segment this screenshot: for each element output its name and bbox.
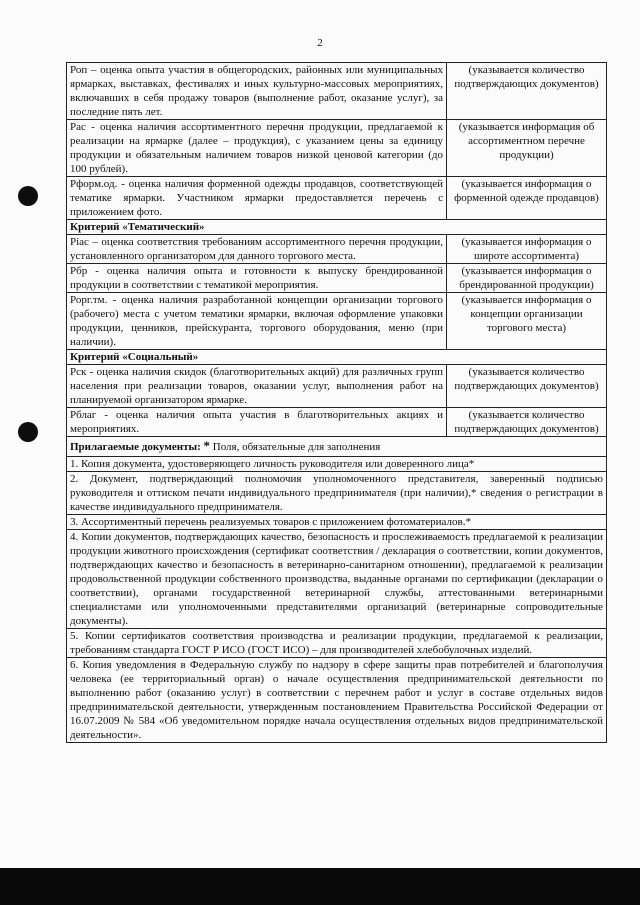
application-table	[66, 62, 607, 743]
criterion-text: Роп – оценка опыта участия в общегородских, районных или муниципальных ярмарках, выставках, фестивалях и иных культурно-массовых мероприятиях, включавших в себя продажу товаров (выполнение работ, оказание услуг), за последние пять лет.	[67, 63, 447, 120]
punch-hole	[18, 186, 38, 206]
social-heading: Критерий «Социальный»	[67, 350, 607, 365]
document-item	[67, 629, 607, 658]
criterion-note: (указывается информация о широте ассортимента)	[447, 235, 607, 264]
documents-heading-row	[67, 437, 607, 457]
criterion-text: Ріас – оценка соответствия требованиям ассортиментного перечня продукции, установленного организатором для данного торгового места.	[67, 235, 447, 264]
criterion-text: Рск - оценка наличия скидок (благотворительных акций) для различных групп населения при реализации товаров, оказании услуг, выполнения работ на планируемой организатором ярмарке.	[67, 365, 447, 408]
criterion-note: (указывается информация о концепции организации торгового места)	[447, 293, 607, 350]
criterion-row-rop	[67, 63, 607, 120]
criterion-row-rorg	[67, 293, 607, 350]
thematic-heading-row	[67, 220, 607, 235]
document-item	[67, 457, 607, 472]
criterion-row-rsk	[67, 365, 607, 408]
thematic-heading: Критерий «Тематический»	[67, 220, 607, 235]
criterion-note: (указывается информация о форменной одежде продавцов)	[447, 177, 607, 220]
criterion-row-rbr	[67, 264, 607, 293]
criterion-note: (указывается информация о брендированной продукции)	[447, 264, 607, 293]
criterion-text: Рорг.тм. - оценка наличия разработанной концепции организации торгового (рабочего) места с учетом тематики ярмарки, включая оформление упаковки продукции, ценников, прейскуранта, торгового оборудования, меню (при наличии).	[67, 293, 447, 350]
documents-heading-cell	[67, 437, 607, 457]
document-item-text: 5. Копии сертификатов соответствия производства и реализации продукции, предлагаемой к реализации, требованиям стандарта ГОСТ Р ИСО (ГОСТ ИСО) – для производителей хлебобулочных изделий.	[67, 629, 607, 658]
document-item	[67, 658, 607, 743]
scan-border	[0, 868, 640, 905]
document-item	[67, 530, 607, 629]
document-item	[67, 515, 607, 530]
document-item-text: 6. Копия уведомления в Федеральную службу по надзору в сфере защиты прав потребителей и благополучия человека (ее территориальный орган) о начале осуществления предпринимательской деятельности по выполнению работ (оказанию услуг) в соответствии с перечнем работ и услуг в составе отдельных видов предпринимательской деятельности, утвержденным постановлением Правительства Российской Федерации от 16.07.2009 № 584 «Об уведомительном порядке начала осуществления отдельных видов предпринимательской деятельности».	[67, 658, 607, 743]
criterion-text: Рбр - оценка наличия опыта и готовности к выпуску брендированной продукции в соответствии с тематикой мероприятия.	[67, 264, 447, 293]
criterion-text: Рблаг - оценка наличия опыта участия в благотворительных акциях и мероприятиях.	[67, 408, 447, 437]
document-item-text: 2. Документ, подтверждающий полномочия уполномоченного представителя, заверенный подписью руководителя и оттиском печати индивидуального предпринимателя (при наличии),* сведения о регистрации в качестве индивидуального предпринимателя.	[67, 472, 607, 515]
documents-heading: Прилагаемые документы:	[70, 441, 201, 453]
criterion-note: (указывается количество подтверждающих документов)	[447, 365, 607, 408]
social-heading-row	[67, 350, 607, 365]
document-item	[67, 472, 607, 515]
required-star: *	[203, 438, 210, 453]
criterion-text: Рас - оценка наличия ассортиментного перечня продукции, предлагаемой к реализации на ярмарке (далее – продукция), с указанием цены за единицу продукции и обязательным наличием товаров низкой ценовой категории (до 100 рублей).	[67, 120, 447, 177]
documents-subheading: Поля, обязательные для заполнения	[212, 441, 381, 453]
document-item-text: 3. Ассортиментный перечень реализуемых товаров с приложением фотоматериалов.*	[67, 515, 607, 530]
criterion-row-rform	[67, 177, 607, 220]
punch-hole	[18, 422, 38, 442]
criterion-text: Рформ.од. - оценка наличия форменной одежды продавцов, соответствующей тематике ярмарки. Участником ярмарки предоставляется перечень с приложением фото.	[67, 177, 447, 220]
criterion-note: (указывается количество подтверждающих документов)	[447, 63, 607, 120]
criterion-row-rblag	[67, 408, 607, 437]
criterion-row-rias	[67, 235, 607, 264]
criterion-note: (указывается количество подтверждающих документов)	[447, 408, 607, 437]
page-number: 2	[317, 37, 323, 49]
criterion-note: (указывается информация об ассортиментном перечне продукции)	[447, 120, 607, 177]
document-item-text: 4. Копии документов, подтверждающих качество, безопасность и прослеживаемость предлагаемой к реализации продукции животного происхождения (сертификат соответствия / декларация о соответствии, копии документов, подтверждающих качество и безопасность в ветеринарно-санитарном отношении), предлагаемой к реализации продовольственной продукции собственного производства, выданные органами по сертификации (декларации о соответствии), органами государственной ветеринарной службы, аттестованными ветеринарными специалистами или уполномоченными представителями организаций (ветеринарные сопроводительные документы).	[67, 530, 607, 629]
document-item-text: 1. Копия документа, удостоверяющего личность руководителя или доверенного лица*	[67, 457, 607, 472]
criterion-row-ras	[67, 120, 607, 177]
